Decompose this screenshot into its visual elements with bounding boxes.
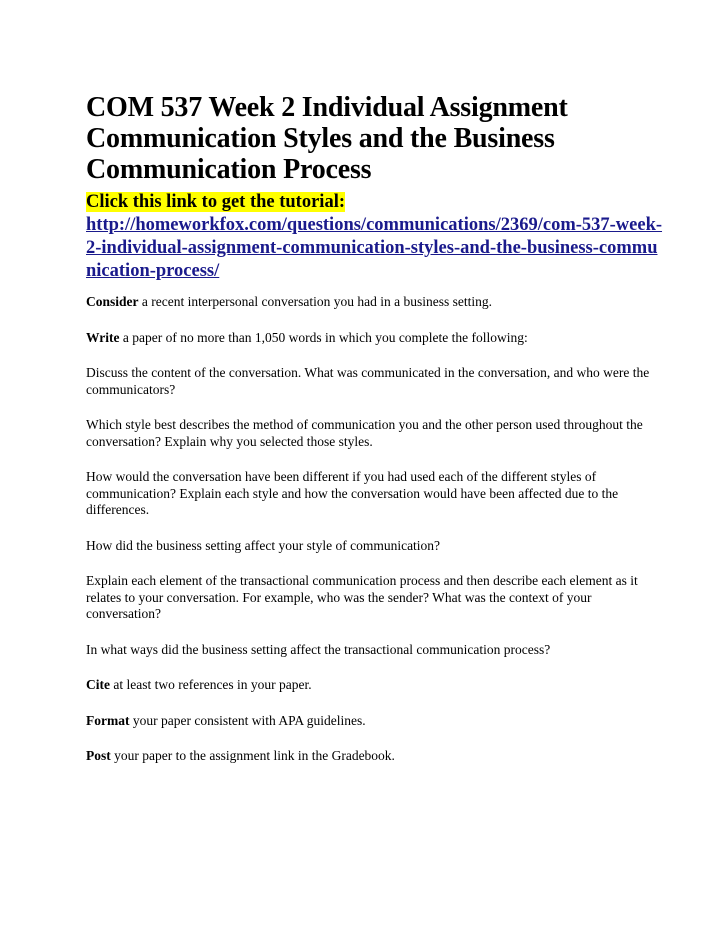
document-page — [86, 92, 666, 765]
paragraph-different-styles: How would the conversation have been different if you had used each of the different styles of communication? Explain each style and how the conversation would have been affected due to the differences. — [86, 469, 619, 517]
paragraph-discuss: Discuss the content of the conversation. What was communicated in the conversation, and who were the communicators? — [86, 365, 650, 397]
paragraph-cite — [86, 677, 666, 694]
paragraph-text: a recent interpersonal conversation you had in a business setting. — [138, 294, 493, 309]
lead-word-cite: Cite — [86, 677, 110, 692]
paragraph-consider — [86, 294, 666, 311]
lead-word-consider: Consider — [86, 294, 139, 309]
paragraph-text: your paper to the assignment link in the Gradebook. — [110, 748, 395, 763]
paragraph-write — [86, 330, 666, 347]
lead-word-write: Write — [86, 329, 120, 345]
paragraph-text: your paper consistent with APA guidelines. — [129, 712, 366, 728]
paragraph-style: Which style best describes the method of communication you and the other person used throughout the conversation? Explain why you selected those styles. — [86, 417, 643, 449]
paragraph-transactional-affect: In what ways did the business setting affect the transactional communication process? — [86, 641, 551, 657]
paragraph-format — [86, 713, 666, 730]
assignment-body — [86, 294, 666, 765]
paragraph-business-setting: How did the business setting affect your style of communication? — [86, 537, 441, 553]
tutorial-link[interactable]: http://homeworkfox.com/questions/communications/2369/com-537-week-2-individual-assignment-communication-styles-and-the-business-communication-process/ — [86, 215, 663, 281]
paragraph-post — [86, 748, 666, 765]
paragraph-text: a paper of no more than 1,050 words in which you complete the following: — [119, 329, 528, 345]
tutorial-link-block — [86, 191, 666, 283]
lead-word-post: Post — [86, 748, 111, 763]
tutorial-link-label: Click this link to get the tutorial: — [86, 192, 345, 212]
paragraph-transactional: Explain each element of the transactional communication process and then describe each element as it relates to your conversation. For example, who was the sender? What was the context of your conversation? — [86, 573, 638, 621]
document-title: COM 537 Week 2 Individual Assignment Communication Styles and the Business Communication Process — [86, 92, 568, 185]
lead-word-format: Format — [86, 712, 130, 728]
paragraph-text: at least two references in your paper. — [110, 677, 312, 692]
